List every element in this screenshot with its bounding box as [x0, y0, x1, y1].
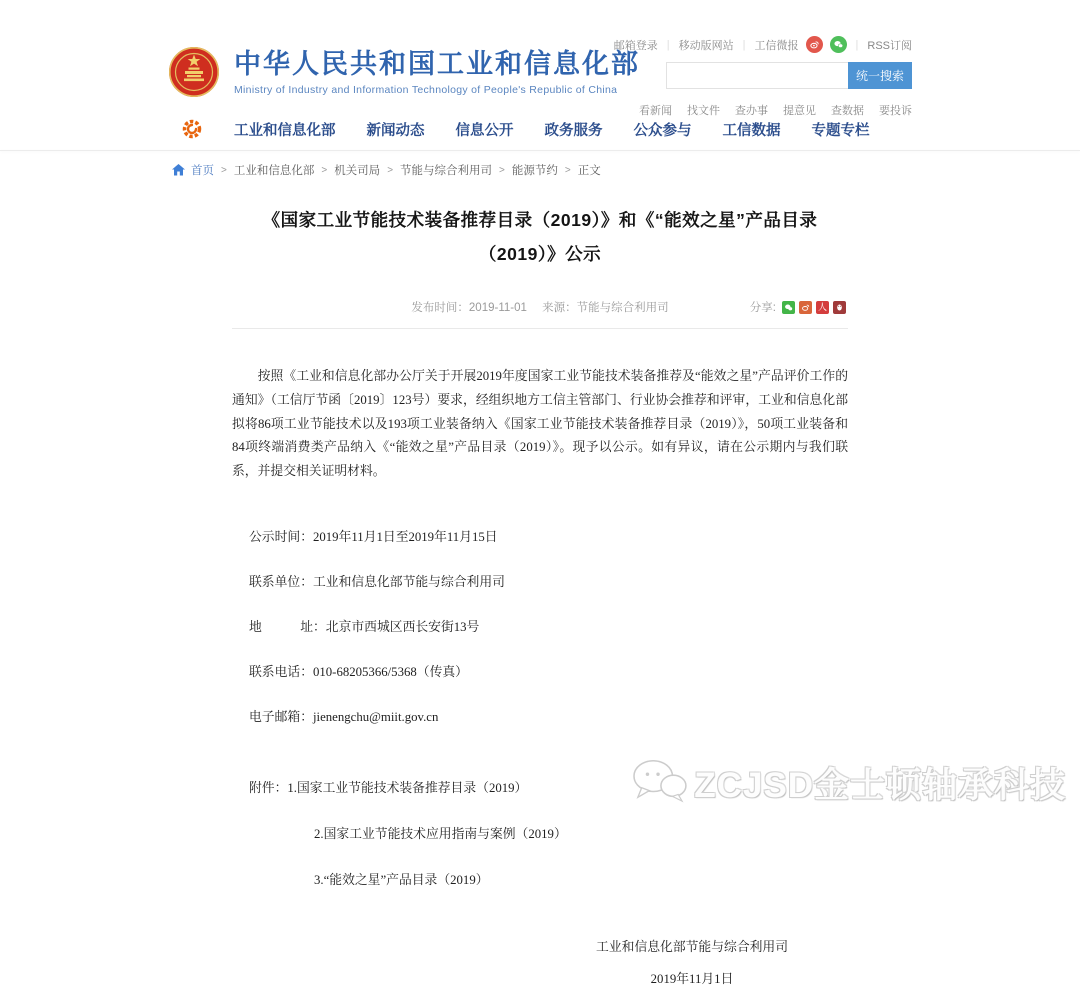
weibo-share-icon[interactable]	[799, 301, 812, 314]
article	[168, 203, 912, 996]
unified-search-button[interactable]: 统一搜索	[848, 62, 912, 89]
notice-period: 公示时间：2019年11月1日至2019年11月15日	[249, 529, 498, 544]
signature-block	[596, 932, 788, 996]
attachment-link-2[interactable]: 2.国家工业节能技术应用指南与案例（2019）	[314, 826, 567, 841]
signature-date: 2019年11月1日	[650, 971, 734, 986]
publish-time: 发布时间：2019-11-01	[411, 302, 527, 315]
wechat-icon[interactable]	[830, 36, 847, 53]
contact-unit: 联系单位：工业和信息化部节能与综合利用司	[249, 574, 505, 589]
mobile-site-link[interactable]: 移动版网站	[678, 39, 734, 52]
attachment-link-3[interactable]: 3.“能效之星”产品目录（2019）	[314, 872, 489, 887]
signature-org: 工业和信息化部节能与综合利用司	[596, 939, 788, 954]
national-emblem-logo	[168, 46, 220, 98]
attachment-link-1[interactable]: 1.国家工业节能技术装备推荐目录（2019）	[287, 780, 528, 795]
share-bar	[750, 299, 846, 315]
rss-link[interactable]: RSS订阅	[867, 39, 912, 52]
breadcrumb-current: 正文	[577, 165, 601, 177]
site-brand	[168, 46, 640, 98]
share-label: 分享:	[749, 302, 776, 315]
nav-item-news[interactable]: 新闻动态	[366, 122, 425, 139]
nav-item-home[interactable]: 工业和信息化部	[234, 122, 336, 139]
article-title: 《国家工业节能技术装备推荐目录（2019）》和《“能效之星”产品目录（2019）》公示	[262, 210, 818, 265]
quick-link-suggest[interactable]: 提意见	[783, 105, 816, 117]
site-subtitle-en: Ministry of Industry and Information Technology of People's Republic of China	[234, 84, 618, 97]
watermark-text: ZCJSD金士顿轴承科技	[694, 765, 1066, 805]
nav-item-gov-services[interactable]: 政务服务	[544, 122, 603, 139]
quick-link-data[interactable]: 查数据	[831, 105, 864, 117]
breadcrumb-home[interactable]: 首页	[191, 165, 214, 177]
quick-link-complaint[interactable]: 要投诉	[879, 105, 912, 117]
wechat-report-link[interactable]: 工信微报	[754, 39, 799, 52]
meta-divider	[232, 328, 848, 329]
contact-email: 电子邮箱：jienengchu@miit.gov.cn	[249, 709, 439, 724]
quick-link-services[interactable]: 查办事	[735, 105, 768, 117]
wechat-share-icon[interactable]	[782, 301, 795, 314]
quick-link-news[interactable]: 看新闻	[639, 105, 672, 117]
site-header	[0, 0, 1080, 150]
nav-item-special-topics[interactable]: 专题专栏	[811, 122, 870, 139]
renren-share-icon[interactable]: 人	[817, 301, 827, 312]
utility-bar: 邮箱登录 | 移动版网站 | 工信微报 | RSS订阅	[614, 36, 912, 53]
article-source: 来源：节能与综合利用司	[542, 302, 669, 315]
breadcrumb-energy-dept[interactable]: 节能与综合利用司	[400, 165, 493, 177]
quick-link-files[interactable]: 找文件	[687, 105, 720, 117]
search-bar	[666, 62, 912, 89]
weibo-icon[interactable]	[806, 36, 823, 53]
attachments	[232, 777, 848, 888]
article-body: 按照《工业和信息化部办公厅关于开展2019年度国家工业节能技术装备推荐及“能效之星”产品评价工作的通知》（工信厅节函〔2019〕123号）要求，经组织地方工信主管部门、行业协会推荐和评审，工业和信息化部拟将86项工业节能技术以及193项工业装备纳入《国家工业节能技术装备推荐目录（2019）》，50项工业装备和84项终端消费类产品纳入《“能效之星”产品目录（2019）》。现予以公示。如有异议，请在公示期内与我们联系，并提交相关证明材料。	[232, 369, 848, 478]
nav-item-participation[interactable]: 公众参与	[633, 122, 692, 139]
article-meta	[232, 299, 848, 315]
breadcrumb-miit[interactable]: 工业和信息化部	[233, 165, 315, 177]
mail-login-link[interactable]: 邮箱登录	[613, 39, 658, 52]
qzone-share-icon[interactable]	[833, 301, 846, 314]
home-icon	[172, 164, 185, 176]
main-nav	[168, 118, 912, 140]
nav-item-data[interactable]: 工信数据	[722, 122, 781, 139]
site-title: 中华人民共和国工业和信息化部	[234, 48, 640, 79]
breadcrumb: 首页 > 工业和信息化部 > 机关司局 > 节能与综合利用司 > 能源节约 > 正文	[168, 151, 912, 187]
contact-address: 地 址：北京市西城区西长安街13号	[249, 619, 480, 634]
quick-links	[639, 102, 912, 118]
breadcrumb-energy-saving[interactable]: 能源节约	[511, 165, 558, 177]
miit-gear-icon	[181, 118, 203, 140]
breadcrumb-departments[interactable]: 机关司局	[334, 165, 381, 177]
contact-phone: 联系电话：010-68205366/5368（传真）	[249, 664, 468, 679]
attachments-label: 附件：	[249, 780, 288, 795]
nav-item-info-disclosure[interactable]: 信息公开	[455, 122, 514, 139]
search-input[interactable]	[666, 62, 848, 89]
